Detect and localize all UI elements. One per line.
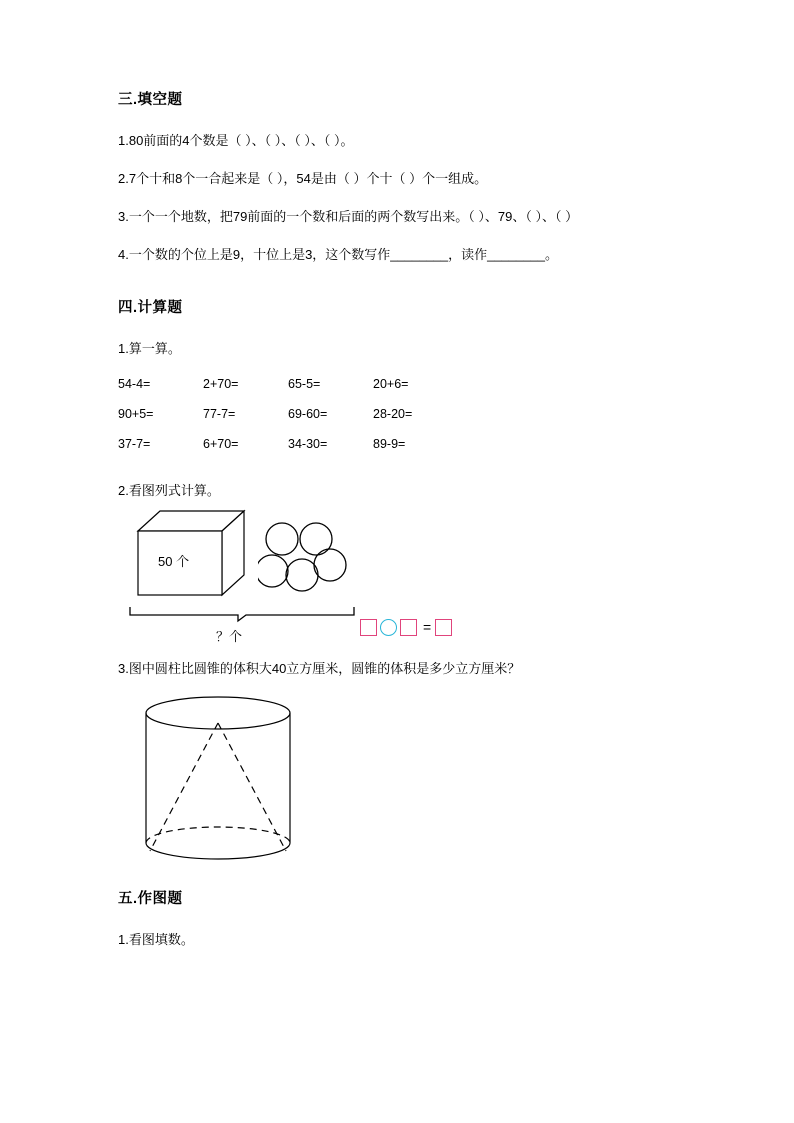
brace-label: ？个 [216, 628, 243, 644]
arithmetic-row [118, 377, 478, 391]
figure-cube-and-circles [118, 509, 676, 659]
cube-label: 50 个 [158, 553, 190, 569]
arithmetic-cell: 34-30= [288, 436, 328, 451]
arithmetic-cell: 90+5= [118, 406, 154, 421]
arithmetic-cell: 20+6= [373, 376, 409, 391]
cube-icon [136, 509, 248, 606]
arithmetic-cell: 54-4= [118, 376, 151, 391]
cylinder-with-cone-icon [128, 691, 308, 882]
arithmetic-cell: 28-20= [373, 406, 413, 421]
arithmetic-cell: 6+70= [203, 436, 239, 451]
question-3-3: 3.一个一个地数，把79前面的一个数和后面的两个数写出来。（ ）、79、（ ）、（ ） [118, 209, 579, 225]
arithmetic-cell: 69-60= [288, 406, 328, 421]
answer-box-square[interactable] [400, 619, 417, 636]
arithmetic-row [118, 437, 478, 451]
answer-box-square[interactable] [360, 619, 377, 636]
figure-cylinder-cone [118, 691, 676, 887]
circles-group-icon [258, 519, 362, 604]
equation-placeholder-row [360, 619, 455, 636]
question-5-1-label: 1.看图填数。 [118, 931, 194, 947]
arithmetic-cell: 89-9= [373, 436, 406, 451]
equals-sign: = [423, 619, 432, 636]
arithmetic-row [118, 407, 478, 421]
arithmetic-cell: 37-7= [118, 436, 151, 451]
question-3-4: 4.一个数的个位上是9，十位上是3，这个数写作________，读作________。 [118, 247, 558, 263]
answer-box-square[interactable] [435, 619, 452, 636]
arithmetic-cell: 65-5= [288, 376, 321, 391]
question-3-1: 1.80前面的4个数是（ ）、（ ）、（ ）、（ ）。 [118, 133, 354, 148]
question-4-3-label: 3.图中圆柱比圆锥的体积大40立方厘米，圆锥的体积是多少立方厘米？ [118, 660, 521, 676]
section-title-calculation: 四.计算题 [118, 299, 183, 316]
arithmetic-cell: 77-7= [203, 406, 236, 421]
question-3-2: 2.7个十和8个一合起来是（ ），54是由（ ）个十（ ）个一组成。 [118, 171, 488, 187]
operator-box-circle[interactable] [380, 619, 397, 636]
section-title-fill-in-blanks: 三.填空题 [118, 92, 183, 108]
arithmetic-grid [118, 377, 478, 451]
section-title-drawing: 五.作图题 [118, 890, 183, 907]
brace-icon [128, 605, 358, 628]
question-4-2-label: 2.看图列式计算。 [118, 482, 220, 498]
arithmetic-cell: 2+70= [203, 376, 239, 391]
question-4-1-label: 1.算一算。 [118, 340, 181, 356]
